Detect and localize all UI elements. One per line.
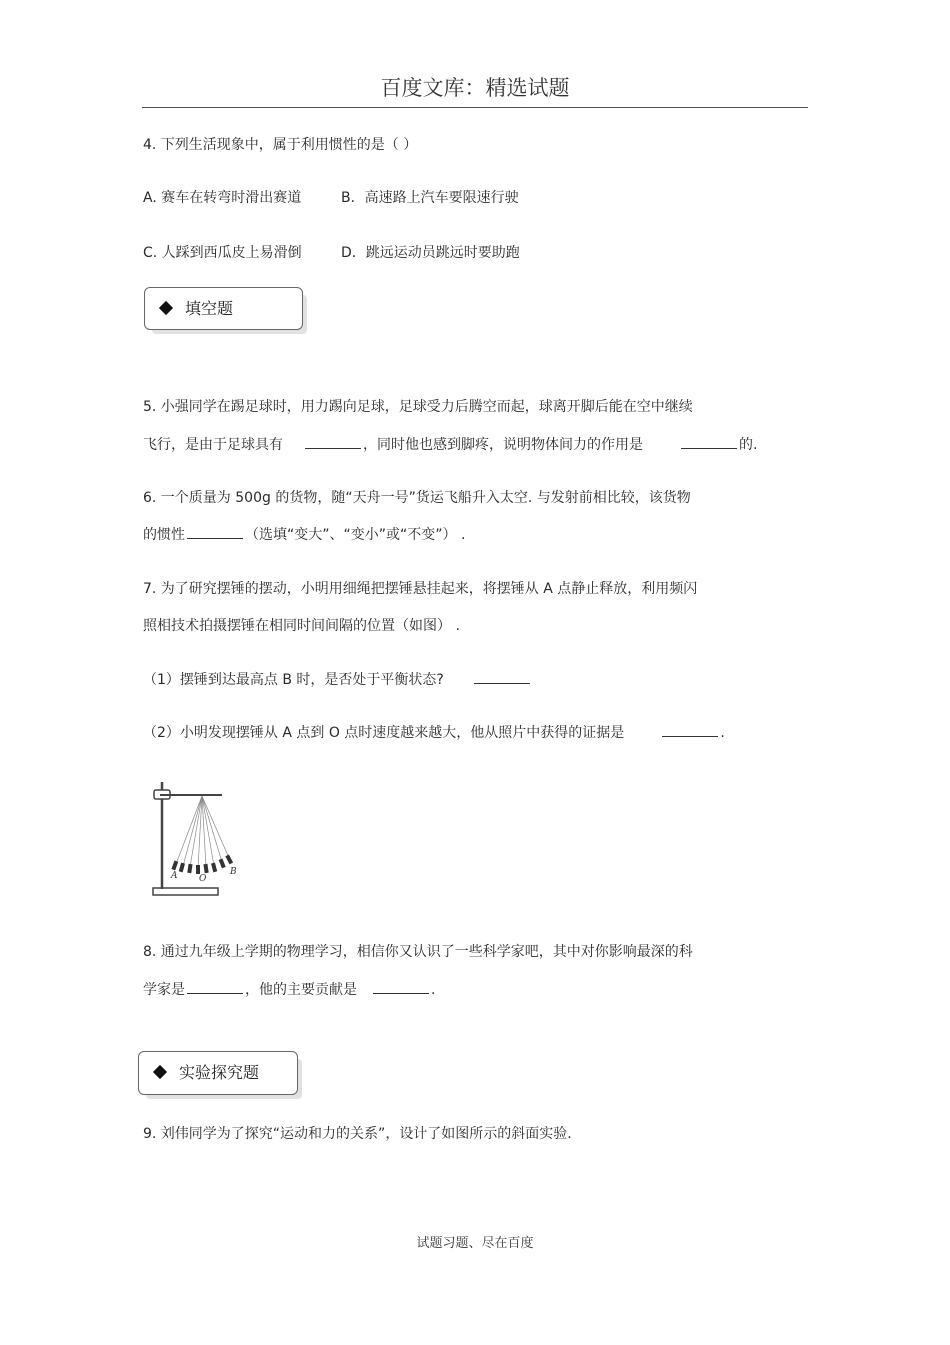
section-experiment-label: 实验探究题 [179,1063,260,1082]
q6-blank[interactable] [187,524,243,539]
q5-text-a: 飞行，是由于足球具有 [143,437,283,453]
stand-base [153,888,218,895]
q7-sub1-blank[interactable] [474,669,530,684]
pendulum-strings [176,796,229,868]
q6-line1: 6. 一个质量为 500g 的货物，随“天舟一号”货运飞船升入太空. 与发射前相比较，该货物 [143,490,691,506]
q9-line1: 9. 刘伟同学为了探究“运动和力的关系”，设计了如图所示的斜面实验. [143,1126,572,1142]
q8-text-c: . [431,982,436,998]
q7-sub2-text: （2）小明发现摆锤从 A 点到 O 点时速度越来越大，他从照片中获得的证据是 [143,725,625,741]
q4-option-b: B．高速路上汽车要限速行驶 [341,190,519,206]
q7-sub2-end: . [720,725,725,741]
q8-blank-2[interactable] [373,979,429,994]
q7-line1: 7. 为了研究摆锤的摆动，小明用细绳把摆锤悬挂起来，将摆锤从 A 点静止释放，利用频闪 [143,581,698,597]
q4-option-d: D．跳远运动员跳远时要助跑 [341,245,520,261]
pendulum-bobs [171,855,233,874]
q4-option-c: C. 人踩到西瓜皮上易滑倒 [143,245,302,261]
q5-text-b: ，同时他也感到脚疼，说明物体间力的作用是 [363,437,643,453]
q7-sub2-blank[interactable] [662,722,718,737]
q4-stem: 4. 下列生活现象中，属于利用惯性的是（ ） [143,137,418,153]
q7-line2: 照相技术拍摄摆锤在相同时间间隔的位置（如图） . [143,618,460,634]
q5-line2 [143,434,757,454]
q8-blank-1[interactable] [187,979,243,994]
section-fill-blank-heading [144,287,303,330]
label-b: B [230,867,237,877]
page-footer: 试题习题、尽在百度 [416,1236,534,1251]
pendulum-figure [150,778,250,902]
q5-blank-1[interactable] [305,434,361,449]
q8-text-a: 学家是 [143,982,185,998]
q5-blank-2[interactable] [681,434,737,449]
diamond-bullet-icon [159,300,173,314]
q8-line2 [143,979,435,999]
q8-line1: 8. 通过九年级上学期的物理学习，相信你又认识了一些科学家吧，其中对你影响最深的科 [143,944,693,960]
q6-text-b: （选填“变大”、“变小”或“不变”） . [245,527,466,543]
q7-sub2 [143,722,725,742]
label-a: A [171,871,178,881]
section-fill-blank-label: 填空题 [185,299,234,318]
q5-text-c: 的. [739,437,758,453]
q7-sub1 [143,669,532,689]
label-o: O [199,874,207,884]
header-rule [142,107,808,108]
q8-text-b: ，他的主要贡献是 [245,982,357,998]
diamond-bullet-icon [153,1064,167,1078]
page-header-title: 百度文库：精选试题 [380,76,570,100]
section-experiment-heading [138,1051,298,1095]
q5-line1: 5. 小强同学在踢足球时，用力踢向足球，足球受力后腾空而起，球离开脚后能在空中继续 [143,399,693,415]
q6-line2 [143,524,465,544]
q4-option-a: A. 赛车在转弯时滑出赛道 [143,190,302,206]
q6-text-a: 的惯性 [143,527,185,543]
q7-sub1-text: （1）摆锤到达最高点 B 时，是否处于平衡状态? [143,672,444,688]
